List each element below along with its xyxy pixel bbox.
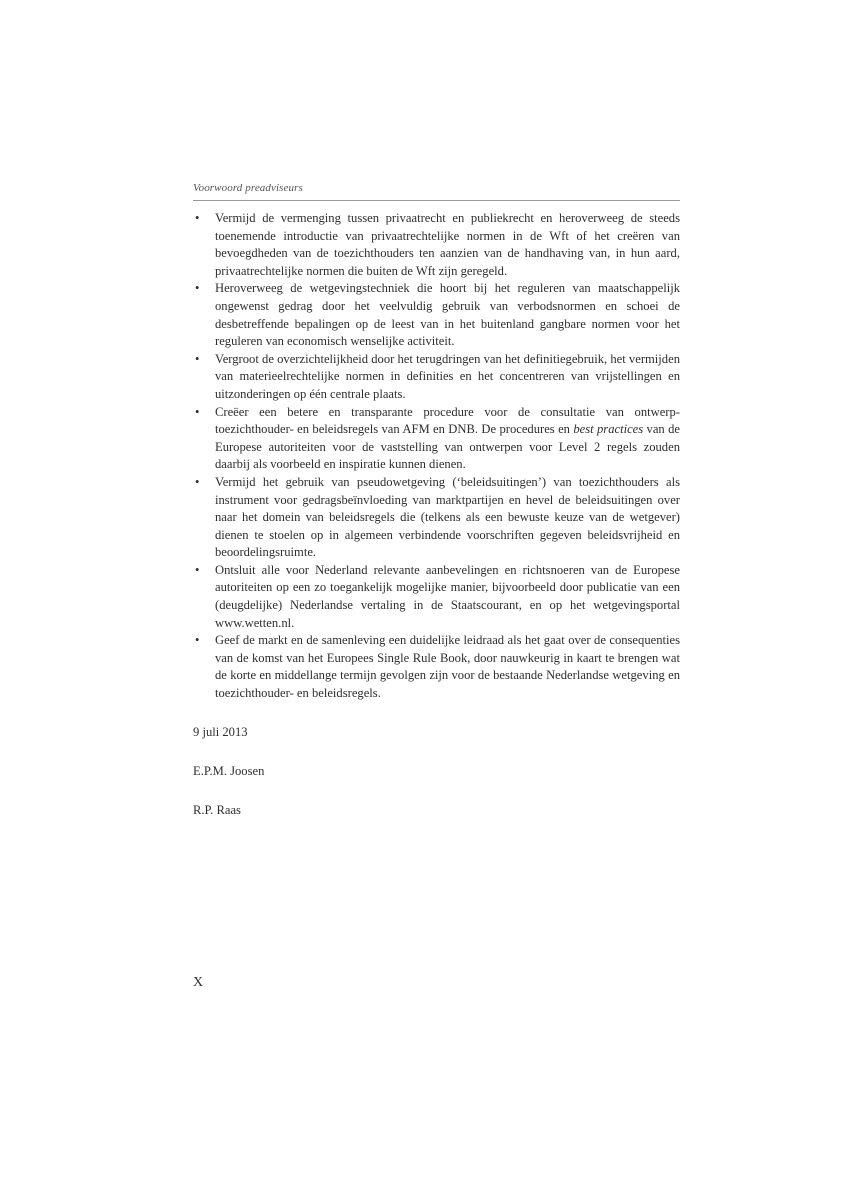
list-item-text [215, 405, 680, 472]
bullet-icon: • [195, 404, 200, 419]
list-item [193, 404, 680, 474]
list-item-text: Ontsluit alle voor Nederland relevante aanbevelingen en richtsnoeren van de Europese autoriteiten op een zo toegankelijk mogelijke manier, bijvoorbeeld door publicatie van een (deugdelijke) Nederlandse vertaling in de Staatscourant, en op het wetgevingsportal www.wetten.nl. [215, 562, 680, 630]
author-name: R.P. Raas [193, 803, 241, 817]
date-line: 9 juli 2013 [193, 725, 248, 739]
list-item-text-part: van de Europese autoriteiten voor de vaststelling van ontwerpen voor Level 2 regels zouden daarbij als voorbeeld en inspiratie kunnen dienen. [215, 422, 680, 472]
bullet-icon: • [195, 562, 200, 577]
bullet-icon: • [195, 633, 200, 648]
list-item-text: Geef de markt en de samenleving een duidelijke leidraad als het gaat over de consequenties van de komst van het Europees Single Rule Book, door nauwkeurig in kaart te brengen wat de korte en middellange termijn gevolgen zijn voor de bestaande Nederlandse wetgeving en toezichthouder- en beleidsregels. [215, 633, 680, 701]
bullet-icon: • [195, 351, 200, 366]
list-item-text-italic: best practices [573, 422, 644, 437]
list-item-text-part: Creëer een betere en transparante procedure voor de consultatie van ontwerp-toezichthouder- en beleidsregels van AFM en DNB. De procedures en [215, 404, 680, 437]
page-number: X [193, 975, 204, 990]
list-item [193, 210, 680, 280]
recommendations-list [193, 210, 680, 703]
list-item-text: Vergroot de overzichtelijkheid door het terugdringen van het definitiegebruik, het vermijden van materieelrechtelijke normen in definities en het concentreren van vrijstellingen en uitzonderingen op één centrale plaats. [215, 351, 680, 401]
list-item [193, 280, 680, 350]
list-item [193, 632, 680, 702]
bullet-icon: • [195, 281, 200, 296]
running-header: Voorwoord preadviseurs [193, 182, 303, 194]
list-item [193, 562, 680, 632]
author-name: E.P.M. Joosen [193, 764, 265, 778]
bullet-icon: • [195, 474, 200, 489]
list-item-text: Vermijd de vermenging tussen privaatrecht en publiekrecht en heroverweeg de steeds toenemende introductie van privaatrechtelijke normen in de Wft of het creëren van bevoegdheden van de toezichthouders ten aanzien van de handhaving van, in hun aard, privaatrechtelijke normen die buiten de Wft zijn geregeld. [215, 211, 680, 278]
bullet-icon: • [195, 211, 200, 225]
list-item-text: Heroverweeg de wetgevingstechniek die hoort bij het reguleren van maatschappelijk ongewenst gedrag door het veelvuldig gebruik van verbodsnormen en schoei de desbetreffende bepalingen op de leest van in het buitenland gangbare normen voor het reguleren van economisch wenselijke activiteit. [215, 281, 680, 349]
list-item [193, 474, 680, 562]
list-item [193, 351, 680, 404]
header-rule [193, 200, 680, 201]
list-item-text: Vermijd het gebruik van pseudowetgeving (‘beleidsuitingen’) van toezichthouders als instrument voor gedragsbeïnvloeding van marktpartijen en hevel de beleidsuitingen over naar het domein van beleidsregels die (telkens als een bewuste keuze van de wetgever) dienen te stoelen op in algemeen verbindende voorschriften gegeven beleidsvrijheid en beoordelingsruimte. [215, 474, 680, 560]
